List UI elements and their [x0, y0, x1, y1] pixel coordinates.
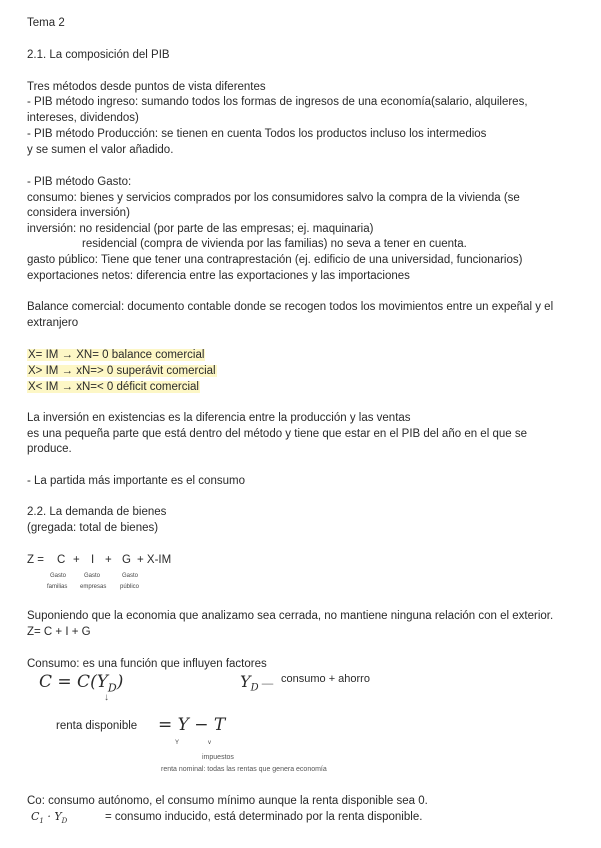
formula-c1-sub2: D	[61, 817, 68, 826]
highlight-line	[27, 364, 217, 379]
section-heading-pib: 2.1. La composición del PIB	[27, 49, 170, 61]
text-line: gasto público: Tiene que tener una contraprestación (ej. edificio de una universidad, funcionarios)	[27, 254, 523, 266]
text-line: Suponiendo que la economia que analizamo sea cerrada, no mantiene ninguna relación con el exterior.	[27, 610, 554, 622]
text-line: es una pequeña parte que está dentro del método y tiene que estar en el PIB del año en el que se	[27, 428, 527, 440]
formula-yd-text: consumo + ahorro	[281, 673, 370, 685]
formula-yd-dash: —	[258, 678, 274, 690]
eq-i: I	[91, 554, 95, 566]
text-line: - PIB método Gasto:	[27, 176, 132, 188]
annotation-t: v	[208, 740, 211, 746]
text-line: intereses, dividendos)	[27, 112, 139, 124]
text-line: - PIB método ingreso: sumando todos los formas de ingresos de una economía(salario, alquileres,	[27, 96, 528, 108]
arrow-down-icon: ↓	[104, 692, 109, 703]
text-line: Consumo: es una función que influyen factores	[27, 658, 267, 670]
annotation-publico: público	[120, 584, 140, 590]
highlight-deficit: X< IM → xN=< 0 déficit comercial	[28, 381, 199, 393]
annotation-familias: familias	[47, 584, 68, 590]
formula-c-main: C = C(Y	[39, 672, 108, 692]
text-line: inversión: no residencial (por parte de las empresas; ej. maquinaria)	[27, 223, 374, 235]
eq-plus: +	[105, 554, 112, 566]
highlight-line	[27, 348, 205, 363]
highlight-superavit: X> IM → xN=> 0 superávit comercial	[28, 365, 216, 377]
renta-label: renta disponible	[56, 720, 138, 732]
formula-yd: Y	[240, 672, 251, 691]
text-line: = consumo inducido, está determinado por la renta disponible.	[105, 811, 423, 823]
annotation-renta-nominal: renta nominal: todas las rentas que genera economía	[161, 766, 327, 773]
text-line: (gregada: total de bienes)	[27, 522, 159, 534]
formula-c1-dot: · Y	[43, 810, 62, 823]
annotation-impuestos: impuestos	[202, 754, 234, 761]
eq-plus: +	[73, 554, 80, 566]
text-line: Balance comercial: documento contable donde se recogen todos los movimientos entre un expeñal y el	[27, 301, 554, 313]
text-line: La inversión en existencias es la diferencia entre la producción y las ventas	[27, 412, 411, 424]
formula-yd-line	[240, 672, 370, 694]
annotation-gasto: Gasto	[122, 573, 139, 579]
formula-c1-main: C	[31, 810, 40, 823]
text-line: y se sumen el valor añadido.	[27, 144, 174, 156]
annotation-gasto: Gasto	[50, 573, 67, 579]
text-line: residencial (compra de vivienda por las familias) no seva a tener en cuenta.	[82, 238, 467, 250]
document-title: Tema 2	[27, 17, 65, 29]
annotation-gasto: Gasto	[84, 573, 101, 579]
formula-yd-sub: D	[250, 682, 259, 694]
annotation-y: Y	[175, 740, 180, 746]
highlight-balance: X= IM → XN= 0 balance comercial	[28, 349, 205, 361]
formula-c1	[31, 810, 67, 825]
section-heading-demanda: 2.2. La demanda de bienes	[27, 506, 167, 518]
text-line: Tres métodos desde puntos de vista diferentes	[27, 81, 266, 93]
eq-g: G	[122, 554, 131, 566]
text-line: extranjero	[27, 317, 79, 329]
text-line: Co: consumo autónomo, el consumo mínimo aunque la renta disponible sea 0.	[27, 795, 428, 807]
formula-consumo	[39, 672, 123, 694]
equation-z	[27, 553, 172, 568]
text-line: considera inversión)	[27, 207, 130, 219]
eq-c: C	[57, 554, 66, 566]
text-line: exportaciones netos: diferencia entre las exportaciones y las importaciones	[27, 270, 410, 282]
text-line: produce.	[27, 443, 72, 455]
formula-c1-sub: 1	[39, 817, 44, 826]
text-line: Z= C + I + G	[27, 626, 91, 638]
eq-rest: + X-IM	[137, 554, 172, 566]
annotation-empresas: empresas	[80, 584, 107, 590]
text-line: - PIB método Producción: se tienen en cuenta Todos los productos incluso los intermedios	[27, 128, 487, 140]
eq-z: Z =	[27, 554, 44, 566]
formula-renta: = Y − T	[158, 715, 226, 735]
text-line: - La partida más importante es el consumo	[27, 475, 245, 487]
formula-c-sub: D	[107, 681, 117, 695]
highlight-line	[27, 380, 200, 395]
formula-c-end: )	[116, 672, 124, 692]
text-line: consumo: bienes y servicios comprados por los consumidores salvo la compra de la vivienda (se	[27, 192, 520, 204]
